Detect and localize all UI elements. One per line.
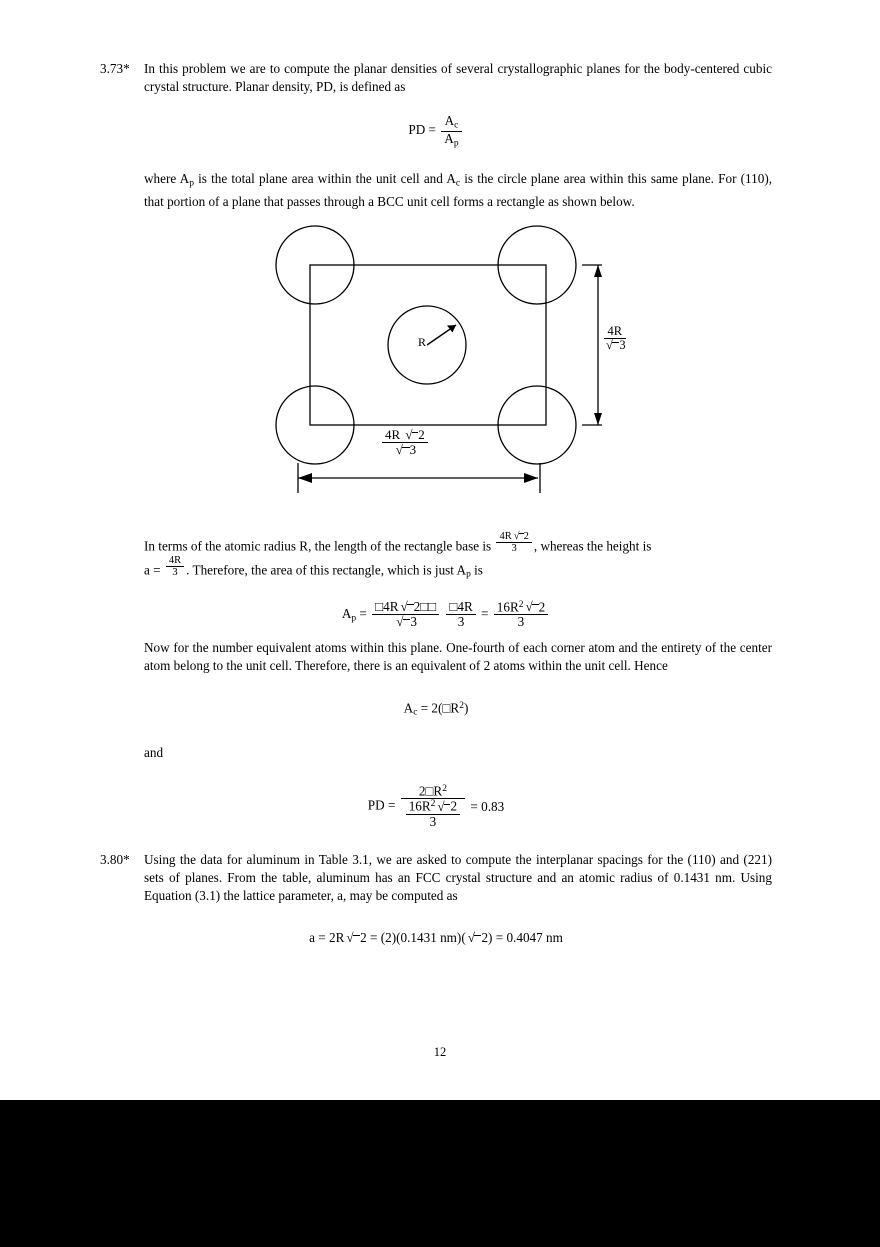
figure-height-radical bbox=[604, 339, 619, 352]
pd2-num: 2□R bbox=[418, 783, 443, 799]
ap-t1-val: 2 bbox=[413, 598, 421, 614]
radical-glyph: √ bbox=[396, 613, 404, 629]
terms-inline-fraction-base bbox=[496, 531, 531, 555]
ap-label-sub: p bbox=[351, 612, 357, 623]
equation-planar-density-definition bbox=[100, 114, 772, 148]
lattice-val-2: 2 bbox=[481, 930, 489, 946]
equation-planar-density-result bbox=[100, 784, 772, 829]
figure-base-num-radical bbox=[403, 428, 418, 442]
equation-plane-area bbox=[120, 600, 772, 630]
terms-frac1-radical bbox=[512, 531, 524, 542]
terms-part-4: . Therefore, the area of this rectangle, which is just A bbox=[186, 562, 467, 578]
pd-numerator-sub: c bbox=[454, 120, 459, 131]
radical-glyph: √ bbox=[437, 798, 445, 814]
pd2-label: PD = bbox=[367, 797, 396, 813]
terms-inline-fraction-height bbox=[166, 555, 184, 579]
ap-t2-num: 4R bbox=[457, 598, 473, 614]
terms-frac2-num: 4R bbox=[168, 554, 182, 566]
pd2-den-sup: 2 bbox=[430, 799, 436, 810]
figure-base-den-radical bbox=[394, 443, 410, 457]
where-part-1: where A bbox=[144, 171, 190, 187]
pd2-result: = 0.83 bbox=[470, 798, 505, 814]
problem-3-73 bbox=[100, 60, 772, 96]
ap-t1-num: 4R bbox=[383, 598, 399, 614]
radical-glyph: √ bbox=[400, 598, 408, 614]
lattice-val-1: 2 bbox=[360, 930, 367, 946]
figure-base-label bbox=[382, 428, 428, 457]
pd-fraction bbox=[441, 114, 461, 148]
ac-equals: = 2(□R bbox=[417, 700, 460, 716]
terms-part-5: is bbox=[470, 562, 483, 578]
page-number: 12 bbox=[433, 1045, 447, 1059]
figure-height-den-val: 3 bbox=[619, 337, 626, 352]
pd2-den-val: 2 bbox=[450, 798, 458, 814]
figure-height-num: 4R bbox=[604, 325, 626, 339]
ap-term1 bbox=[372, 600, 439, 630]
ap-res-den: 3 bbox=[517, 614, 525, 630]
ap-equals-2: = bbox=[481, 605, 489, 621]
where-sub-p: p bbox=[189, 178, 194, 189]
radical-glyph: √ bbox=[606, 337, 613, 352]
ap-res-sup: 2 bbox=[518, 599, 524, 610]
terms-frac1-num: 4R bbox=[499, 530, 512, 542]
paragraph-where-definitions bbox=[144, 170, 772, 210]
ap-t1-radical bbox=[399, 600, 414, 614]
bcc-110-plane-figure bbox=[100, 225, 772, 515]
pd2-fraction bbox=[401, 784, 465, 829]
ac-label-sub: c bbox=[413, 707, 418, 718]
paragraph-and: and bbox=[144, 744, 164, 760]
ap-res-radical bbox=[524, 600, 539, 614]
pd-denominator: A bbox=[444, 130, 454, 146]
pd2-den-base: 16R bbox=[408, 798, 431, 814]
pd2-den-fraction bbox=[406, 799, 460, 829]
ap-t1-close: □□ bbox=[420, 598, 437, 614]
where-part-2: is the total plane area within the unit cell and A bbox=[193, 171, 456, 187]
ap-t1-den-radical bbox=[394, 615, 410, 629]
figure-base-num-inner: 2 bbox=[418, 426, 425, 442]
problem-number: 3.80* bbox=[100, 852, 130, 868]
pd-numerator: A bbox=[444, 113, 455, 128]
bottom-black-strip bbox=[0, 1100, 880, 1247]
ap-res-val: 2 bbox=[538, 598, 546, 614]
radical-glyph: √ bbox=[525, 598, 533, 614]
ap-t2-den: 3 bbox=[457, 613, 465, 629]
terms-sub-p: p bbox=[466, 569, 471, 580]
radical-glyph: √ bbox=[346, 930, 354, 946]
page-content bbox=[100, 60, 772, 947]
ap-result bbox=[494, 600, 548, 630]
ap-equals: = bbox=[359, 605, 367, 621]
figure-height-den bbox=[604, 339, 626, 352]
paragraph-in-terms-of-radius bbox=[144, 531, 772, 584]
paragraph-equivalent-atoms: Now for the number equivalent atoms within this plane. One-fourth of each corner atom and the entirety of the center atom belong to the unit cell. Therefore, there is an equivalent of 2 atoms within the unit cell. Hence bbox=[144, 640, 772, 674]
radical-glyph: √ bbox=[467, 930, 475, 946]
figure-base-num bbox=[382, 428, 428, 443]
ap-label: A bbox=[341, 605, 352, 621]
ap-t1-den: 3 bbox=[410, 613, 417, 629]
where-sub-c: c bbox=[455, 178, 461, 189]
pd2-den-radical bbox=[435, 800, 450, 814]
radical-glyph: √ bbox=[513, 530, 520, 542]
ap-t2-open: □ bbox=[449, 598, 458, 614]
problem-intro-text: In this problem we are to compute the planar densities of several crystallographic planes for the body-centered cubic crystal structure. Planar density, PD, is defined as bbox=[144, 61, 772, 94]
ap-term2 bbox=[446, 600, 475, 630]
pd-denominator-sub: p bbox=[453, 138, 459, 148]
pd-label: PD = bbox=[408, 122, 436, 138]
terms-frac1-num-val: 2 bbox=[523, 530, 529, 542]
pd2-den-den: 3 bbox=[429, 814, 437, 829]
terms-part-3: a = bbox=[144, 562, 161, 578]
ac-exponent: 2 bbox=[459, 701, 464, 712]
lattice-part-1: a = 2R bbox=[309, 930, 345, 946]
lattice-part-2: = (2)(0.1431 nm)( bbox=[370, 930, 466, 946]
terms-part-1: In terms of the atomic radius R, the length of the rectangle base is bbox=[144, 537, 492, 553]
pd2-num-sup: 2 bbox=[442, 783, 447, 794]
equation-lattice-parameter bbox=[100, 929, 772, 947]
ac-label: A bbox=[403, 700, 414, 716]
figure-height-label bbox=[604, 325, 626, 352]
problem-3-80 bbox=[100, 851, 772, 905]
lattice-part-3: ) = 0.4047 nm bbox=[488, 930, 563, 946]
equation-circle-area bbox=[100, 697, 772, 722]
problem-number: 3.73* bbox=[100, 61, 130, 76]
terms-frac2-den: 3 bbox=[172, 567, 178, 579]
lattice-radical-2 bbox=[466, 929, 482, 947]
radical-glyph: √ bbox=[395, 441, 403, 457]
terms-frac1-den: 3 bbox=[511, 542, 517, 554]
terms-part-2: , whereas the height is bbox=[533, 537, 652, 553]
where-part-3: is the circle plane area within this same plane. For (110), that portion of a plane that passes through a BCC unit cell forms a rectangle as shown below. bbox=[144, 171, 773, 209]
radical-glyph: √ bbox=[405, 426, 413, 442]
figure-base-den-val: 3 bbox=[409, 441, 417, 457]
ap-t1-open: □ bbox=[375, 598, 384, 614]
ac-close-paren: ) bbox=[463, 700, 469, 716]
figure-base-den bbox=[382, 443, 428, 457]
ap-res-base: 16R bbox=[496, 598, 519, 614]
figure-radius-label: R bbox=[418, 334, 427, 349]
lattice-radical-1 bbox=[344, 929, 360, 947]
problem-intro-text: Using the data for aluminum in Table 3.1, we are asked to compute the interplanar spacings for the (110) and (221) sets of planes. From the table, aluminum has an FCC crystal structure and an atomic radius of 0.1431 nm. Using Equation (3.1) the lattice parameter, a, may be computed as bbox=[144, 852, 772, 904]
figure-base-num-val: 4R bbox=[385, 426, 401, 442]
